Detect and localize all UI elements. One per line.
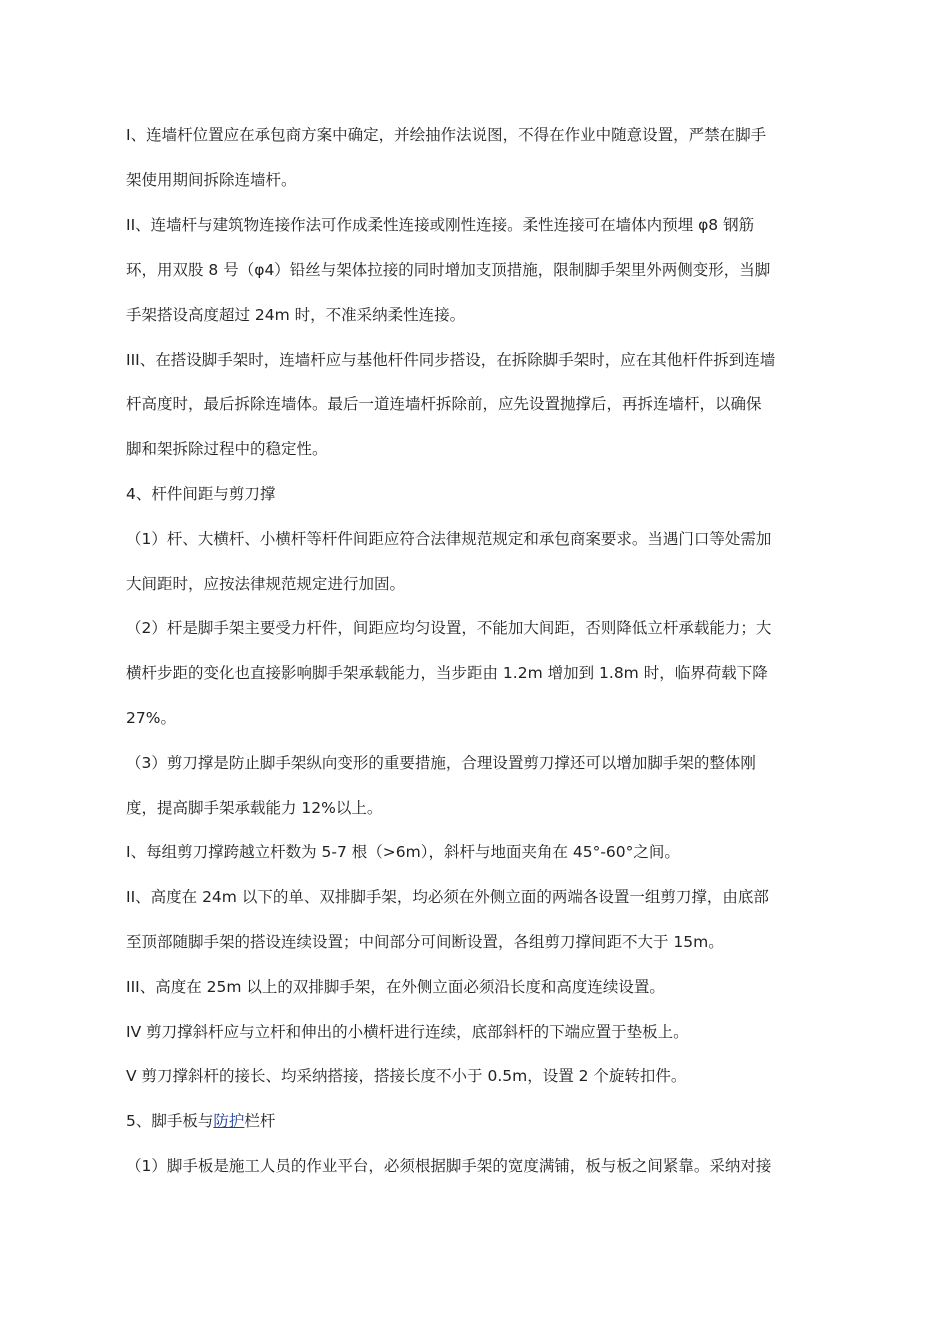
text-line: 大间距时，应按法律规范规定进行加固。 [126, 575, 406, 593]
text-line: 环，用双股 8 号（φ4）铅丝与架体拉接的同时增加支顶措施，限制脚手架里外两侧变形，当脚 [126, 261, 771, 279]
text-line: （1）脚手板是施工人员的作业平台，必须根据脚手架的宽度满铺，板与板之间紧靠。采纳对接 [126, 1157, 772, 1175]
text-line: II、高度在 24m 以下的单、双排脚手架，均必须在外侧立面的两端各设置一组剪刀撑，由底部 [126, 888, 769, 906]
text-line: 手架搭设高度超过 24m 时，不准采纳柔性连接。 [126, 306, 466, 324]
text-line: III、高度在 25m 以上的双排脚手架，在外侧立面必须沿长度和高度连续设置。 [126, 978, 665, 996]
text-line: 架使用期间拆除连墙杆。 [126, 171, 297, 189]
text-line: III、在搭设脚手架时，连墙杆应与基他杆件同步搭设，在拆除脚手架时，应在其他杆件拆到连墙 [126, 351, 776, 369]
section-heading [126, 1110, 275, 1132]
text-line: 27%。 [126, 709, 176, 727]
heading-text: 栏杆 [244, 1112, 276, 1130]
text-line: IV 剪刀撑斜杆应与立杆和伸出的小横杆进行连续，底部斜杆的下端应置于垫板上。 [126, 1023, 689, 1041]
text-line: I、连墙杆位置应在承包商方案中确定，并绘抽作法说图，不得在作业中随意设置，严禁在脚手 [126, 126, 767, 144]
text-line: 度，提高脚手架承载能力 12%以上。 [126, 799, 383, 817]
text-line: 脚和架拆除过程中的稳定性。 [126, 440, 328, 458]
text-line: 杆高度时，最后拆除连墙体。最后一道连墙杆拆除前，应先设置抛撑后，再拆连墙杆，以确保 [126, 395, 762, 413]
text-line: 横杆步距的变化也直接影响脚手架承载能力，当步距由 1.2m 增加到 1.8m 时，临界荷载下降 [126, 664, 768, 682]
text-line: II、连墙杆与建筑物连接作法可作成柔性连接或刚性连接。柔性连接可在墙体内预埋 φ8 钢筋 [126, 216, 755, 234]
text-line: V 剪刀撑斜杆的接长、均采纳搭接，搭接长度不小于 0.5m，设置 2 个旋转扣件。 [126, 1067, 687, 1085]
text-line: （1）杆、大横杆、小横杆等杆件间距应符合法律规范规定和承包商案要求。当遇门口等处需加 [126, 530, 772, 548]
text-line: I、每组剪刀撑跨越立杆数为 5-7 根（>6m），斜杆与地面夹角在 45°-60°之间。 [126, 843, 680, 861]
protection-link[interactable]: 防护 [213, 1112, 245, 1130]
text-line: 至顶部随脚手架的搭设连续设置；中间部分可间断设置，各组剪刀撑间距不大于 15m。 [126, 933, 724, 951]
heading-text: 5、脚手板与 [126, 1112, 214, 1130]
text-line: （2）杆是脚手架主要受力杆件，间距应均匀设置，不能加大间距，否则降低立杆承载能力；大 [126, 619, 772, 637]
text-line: （3）剪刀撑是防止脚手架纵向变形的重要措施，合理设置剪刀撑还可以增加脚手架的整体刚 [126, 754, 756, 772]
section-heading: 4、杆件间距与剪刀撑 [126, 485, 276, 503]
